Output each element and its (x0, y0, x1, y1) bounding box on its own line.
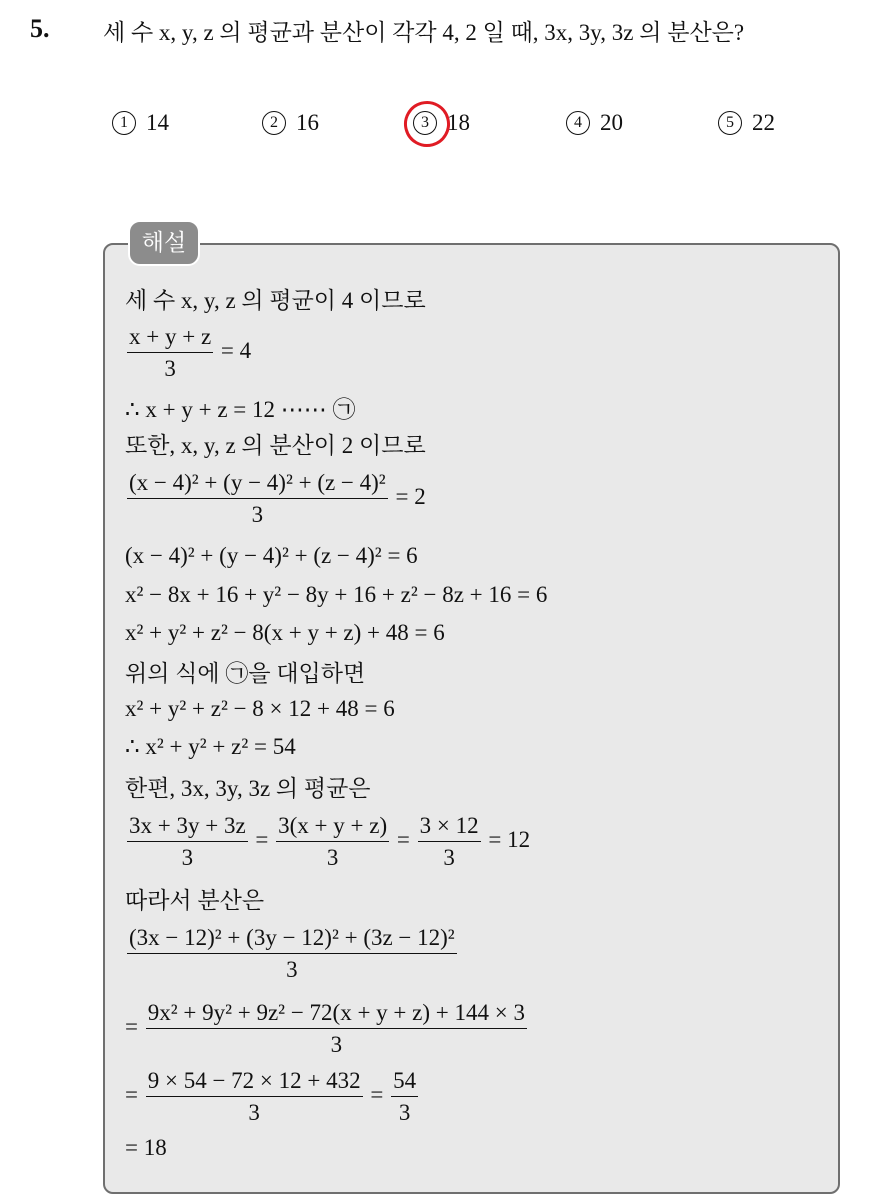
numerator: x + y + z (127, 324, 213, 353)
choice-value: 14 (146, 110, 169, 135)
solution-line: x² + y² + z² − 8(x + y + z) + 48 = 6 (125, 620, 445, 645)
choice-5[interactable] (718, 110, 775, 137)
solution-line: x² − 8x + 16 + y² − 8y + 16 + z² − 8z + 16 = 6 (125, 582, 548, 607)
solution-line: = 18 (125, 1135, 167, 1160)
denominator: 3 (330, 1032, 343, 1058)
denominator: 3 (286, 957, 298, 983)
equals-sign: = (255, 827, 269, 853)
solution-line: 한편, 3x, 3y, 3z 의 평균은 (125, 776, 371, 801)
numerator: 9x² + 9y² + 9z² − 72(x + y + z) + 144 × 3 (146, 1000, 527, 1029)
question-number: 5. (30, 14, 50, 43)
solution-equation (125, 1068, 420, 1126)
fraction (146, 1068, 363, 1126)
choice-marker: 5 (718, 111, 742, 135)
solution-equation (125, 470, 426, 528)
fraction (127, 324, 213, 382)
choice-value: 16 (296, 110, 319, 135)
answer-circle-mark (399, 96, 455, 152)
fraction (127, 813, 248, 871)
solution-line: x² + y² + z² − 8 × 12 + 48 = 6 (125, 696, 395, 721)
solution-line: ∴ x + y + z = 12 ⋯⋯ ㉠ (125, 397, 356, 422)
fraction (146, 1000, 527, 1058)
denominator: 3 (251, 502, 264, 528)
choice-marker: 3 (413, 111, 437, 135)
choice-marker: 1 (112, 111, 136, 135)
equals-sign: = (125, 1014, 138, 1040)
solution-line: 세 수 x, y, z 의 평균이 4 이므로 (125, 288, 426, 313)
rhs: = 4 (220, 338, 252, 364)
solution-line: 위의 식에 ㉠을 대입하면 (125, 661, 366, 686)
numerator: 3(x + y + z) (276, 813, 389, 842)
solution-equation (125, 813, 530, 871)
solution-line: 또한, x, y, z 의 분산이 2 이므로 (125, 433, 426, 458)
denominator: 3 (326, 845, 339, 871)
numerator: 9 × 54 − 72 × 12 + 432 (146, 1068, 363, 1097)
numerator: (3x − 12)² + (3y − 12)² + (3z − 12)² (127, 925, 457, 954)
rhs: = 12 (488, 827, 531, 853)
choice-value: 20 (600, 110, 623, 135)
choice-4[interactable] (566, 110, 623, 137)
solution-line: 따라서 분산은 (125, 888, 265, 913)
denominator: 3 (164, 356, 176, 382)
question-text: 세 수 x, y, z 의 평균과 분산이 각각 4, 2 일 때, 3x, 3y, 3z 의 분산은? (103, 20, 745, 45)
numerator: (x − 4)² + (y − 4)² + (z − 4)² (127, 470, 388, 499)
denominator: 3 (248, 1100, 260, 1126)
fraction (276, 813, 389, 871)
rhs: = 2 (395, 484, 426, 510)
choice-1[interactable] (112, 110, 169, 137)
denominator: 3 (181, 845, 194, 871)
solution-equation (125, 925, 459, 983)
fraction (127, 925, 457, 983)
numerator: 54 (391, 1068, 418, 1097)
choice-value: 18 (447, 110, 470, 135)
fraction (391, 1068, 418, 1126)
fraction (418, 813, 481, 871)
denominator: 3 (398, 1100, 411, 1126)
denominator: 3 (443, 845, 455, 871)
numerator: 3 × 12 (418, 813, 481, 842)
numerator: 3x + 3y + 3z (127, 813, 248, 842)
choice-marker: 4 (566, 111, 590, 135)
solution-tag: 해설 (128, 220, 200, 266)
equals-sign: = (370, 1082, 384, 1108)
solution-line: ∴ x² + y² + z² = 54 (125, 734, 296, 759)
fraction (127, 470, 388, 528)
choice-value: 22 (752, 110, 775, 135)
choice-2[interactable] (262, 110, 319, 137)
solution-equation (125, 324, 251, 382)
solution-equation (125, 1000, 529, 1058)
solution-line: (x − 4)² + (y − 4)² + (z − 4)² = 6 (125, 543, 418, 568)
choice-marker: 2 (262, 111, 286, 135)
equals-sign: = (396, 827, 410, 853)
equals-sign: = (125, 1082, 138, 1108)
